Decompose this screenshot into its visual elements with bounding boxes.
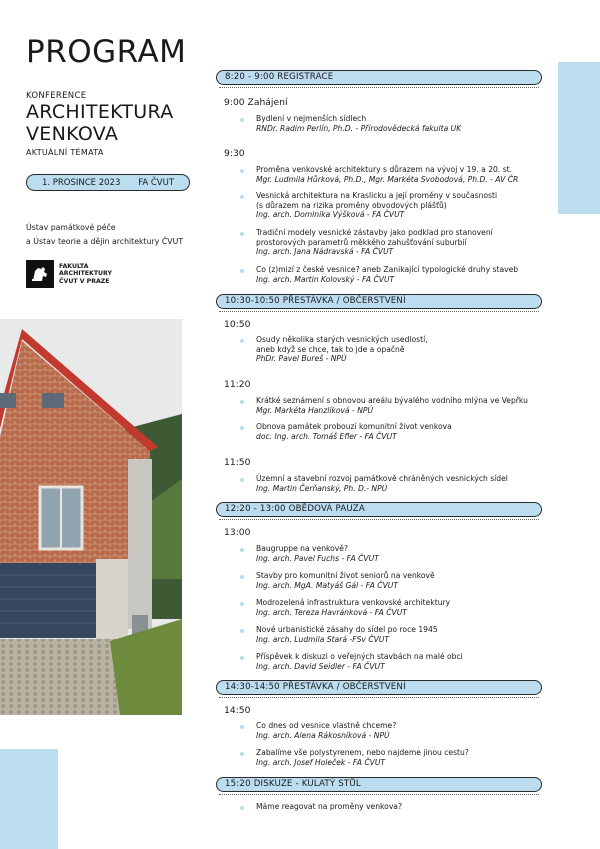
schedule-bar-break: 14:30-14:50 PŘESTÁVKA / OBČERSTVENÍ (216, 680, 542, 695)
schedule-bar-discussion: 15:20 DISKUZE - KULATÝ STŮL (216, 777, 542, 792)
list-item: Příspěvek k diskuzi o veřejných stavbách na malé obci Ing. arch. David Seidler - FA ČVUT (256, 652, 541, 671)
list-item: Krátké seznámení s obnovou areálu bývalého vodního mlýna ve Vepřku Mgr. Markéta Hanzlíková - NPÚ (256, 396, 541, 415)
decor-block-right (558, 62, 600, 214)
list-item: Modrozelená infrastruktura venkovské architektury Ing. arch. Tereza Havránková - FA ČVUT (256, 598, 541, 617)
time-label: 14:50 (224, 705, 251, 716)
bullet-icon (240, 806, 244, 810)
bullet-icon (240, 629, 244, 633)
list-item: Nové urbanistické zásahy do sídel po roce 1945 Ing. arch. Ludmila Stará -FSv ČVUT (256, 625, 541, 644)
bullet-icon (240, 400, 244, 404)
venue-text: FA ČVUT (138, 177, 175, 188)
bullet-icon (240, 169, 244, 173)
bullet-icon (240, 752, 244, 756)
list-item: Co (z)mizí z české vesnice? aneb Zanikající typologické druhy staveb Ing. arch. Martin Kolovský - FA ČVUT (256, 265, 541, 284)
date-badge (26, 174, 190, 191)
page-title: PROGRAM (26, 34, 187, 70)
bullet-icon (240, 478, 244, 482)
logo-line3: ČVUT V PRAZE (59, 277, 110, 285)
list-item: Zabalíme vše polystyrenem, nebo najdeme jinou cestu? Ing. arch. Josef Holeček - FA ČVUT (256, 748, 541, 767)
bullet-icon (240, 602, 244, 606)
date-text: 1. PROSINCE 2023 (41, 177, 121, 188)
lion-logo-icon (26, 260, 54, 288)
list-item: Stavby pro komunitní život seniorů na venkově Ing. arch. MgA. Matyáš Gál - FA ČVUT (256, 571, 541, 590)
schedule-bar-lunch: 12:20 - 13:00 OBĚDOVÁ PAUZA (216, 502, 542, 517)
conference-label: KONFERENCE (26, 91, 87, 101)
time-label: 9:30 (224, 148, 245, 159)
bullet-icon (240, 725, 244, 729)
list-item: Územní a stavební rozvoj památkově chráněných vesnických sídel Ing. Martin Čerňanský, Ph. D.- NPÚ (256, 474, 541, 493)
bullet-icon (240, 195, 244, 199)
list-item: Máme reagovat na proměny venkova? (256, 802, 541, 812)
time-label: 13:00 (224, 527, 251, 538)
bullet-icon (240, 426, 244, 430)
conference-subtitle: AKTUÁLNÍ TÉMATA (26, 148, 104, 157)
list-item: Obnova památek probouzí komunitní život venkova doc. Ing. arch. Tomáš Efler - FA ČVUT (256, 422, 541, 441)
organizer-line2: a Ústav teorie a dějin architektury ČVUT (26, 237, 184, 246)
organizers (26, 221, 183, 249)
logo-text (59, 263, 149, 286)
logo-line2: ARCHITEKTURY (59, 270, 112, 278)
schedule-bar-break: 10:30-10:50 PŘESTÁVKA / OBČERSTVENÍ (216, 294, 542, 309)
list-item: Vesnická architektura na Kraslicku a její proměny v současnosti (s důrazem na rizika proměny obvodových plášťů) Ing. arch. Dominika Výšková - FA ČVUT (256, 191, 541, 220)
bullet-icon (240, 232, 244, 236)
time-label: 9:00 Zahájení (224, 97, 288, 108)
time-label: 11:20 (224, 379, 251, 390)
decor-block-bottom (0, 749, 58, 849)
conference-name-line2: VENKOVA (26, 123, 119, 145)
bullet-icon (240, 118, 244, 122)
list-item: Tradiční modely vesnické zástavby jako podklad pro stanovení prostorových parametrů měkkého zahušťování suburbií Ing. arch. Jana Nádravská - FA ČVUT (256, 228, 541, 257)
schedule-bar-registration: 8:20 - 9:00 REGISTRACE (216, 70, 542, 85)
time-label: 11:50 (224, 457, 251, 468)
conference-name-line1: ARCHITEKTURA (26, 101, 174, 123)
conference-name (26, 101, 174, 145)
list-item: Baugruppe na venkově? Ing. arch. Pavel Fuchs - FA ČVUT (256, 544, 541, 563)
faculty-logo (26, 260, 149, 288)
organizer-line1: Ústav památkové péče (26, 223, 116, 232)
bullet-icon (240, 575, 244, 579)
list-item: Bydlení v nejmenších sídlech RNDr. Radim Perlín, Ph.D. - Přírodovědecká fakulta UK (256, 114, 541, 133)
list-item: Proměna venkovské architektury s důrazem na vývoj v 19. a 20. st. Mgr. Ludmila Hůrková, Ph.D., Mgr. Markéta Svobodová, Ph.D. - AV ČR (256, 165, 541, 184)
bullet-icon (240, 269, 244, 273)
bullet-icon (240, 656, 244, 660)
building-photo (0, 319, 182, 715)
list-item: Osudy několika starých vesnických usedlostí, aneb když se chce, tak to jde a opačně PhDr. Pavel Bureš - NPÚ (256, 335, 541, 364)
list-item: Co dnes od vesnice vlastně chceme? Ing. arch. Alena Rákosníková - NPÚ (256, 721, 541, 740)
bullet-icon (240, 339, 244, 343)
bullet-icon (240, 548, 244, 552)
logo-line1: FAKULTA (59, 262, 89, 270)
time-label: 10:50 (224, 319, 251, 330)
